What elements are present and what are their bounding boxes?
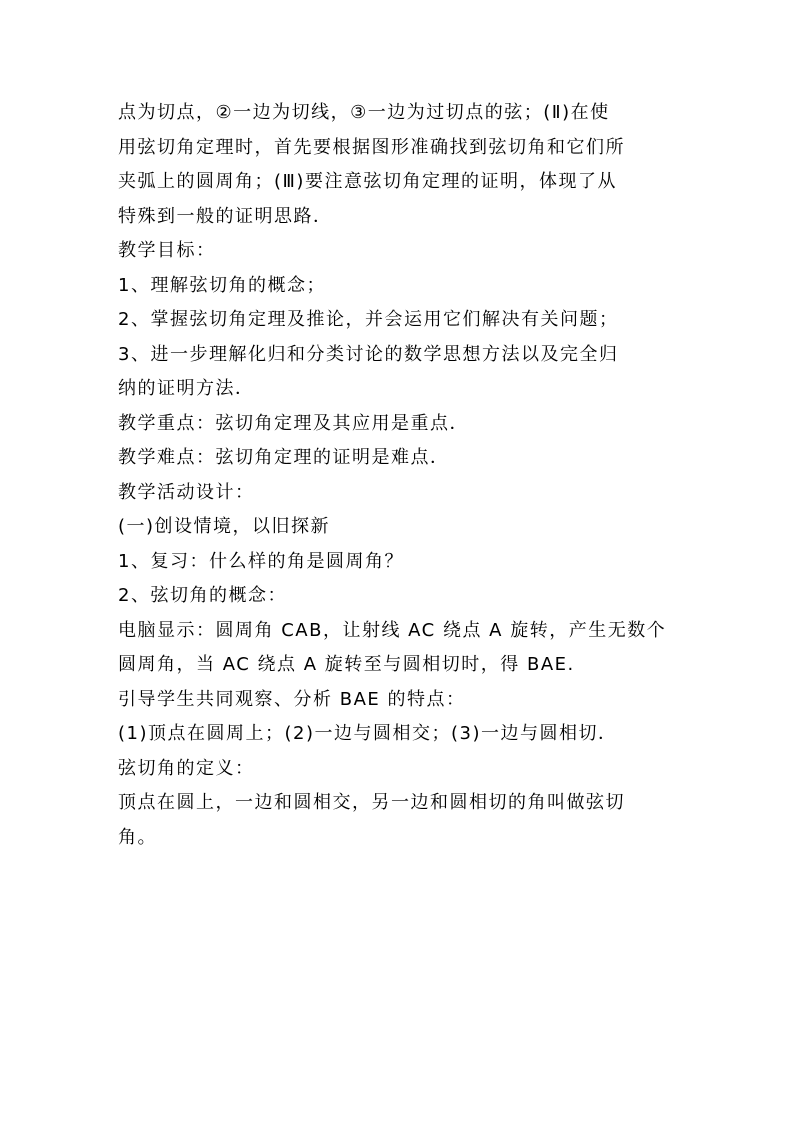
section-heading-activities: 教学活动设计： xyxy=(118,481,255,503)
text-line: 用弦切角定理时，首先要根据图形准确找到弦切角和它们所 xyxy=(118,136,625,158)
text-line: 引导学生共同观察、分析 BAE 的特点： xyxy=(118,688,466,710)
list-item: 3、进一步理解化归和分类讨论的数学思想方法以及完全归 xyxy=(118,343,619,365)
text-line: 纳的证明方法． xyxy=(118,378,255,399)
text-line: 顶点在圆上，一边和圆相交，另一边和圆相切的角叫做弦切 xyxy=(118,792,625,813)
text-line: 角。 xyxy=(118,826,157,848)
list-item: 2、掌握弦切角定理及推论，并会运用它们解决有关问题； xyxy=(118,309,619,330)
difficulty-line: 教学难点：弦切角定理的证明是难点． xyxy=(118,447,450,468)
text-line: 夹弧上的圆周角；(Ⅲ)要注意弦切角定理的证明，体现了从 xyxy=(118,171,617,192)
subsection-heading: (一)创设情境，以旧探新 xyxy=(118,516,331,537)
text-line: (1)顶点在圆周上；(2)一边与圆相交；(3)一边与圆相切． xyxy=(118,723,618,744)
text-line: 特殊到一般的证明思路． xyxy=(118,205,333,227)
list-item: 2、弦切角的概念： xyxy=(118,585,287,606)
document-body xyxy=(118,96,678,855)
text-line: 圆周角，当 AC 绕点 A 旋转至与圆相切时，得 BAE. xyxy=(118,654,575,675)
section-heading-objectives: 教学目标： xyxy=(118,240,216,261)
key-point-line: 教学重点：弦切角定理及其应用是重点． xyxy=(118,412,469,434)
list-item: 1、理解弦切角的概念； xyxy=(118,274,326,296)
definition-heading: 弦切角的定义： xyxy=(118,757,255,779)
list-item: 1、复习：什么样的角是圆周角？ xyxy=(118,550,404,572)
text-line: 点为切点，②一边为切线，③一边为过切点的弦；(Ⅱ)在使 xyxy=(118,102,610,123)
text-line: 电脑显示：圆周角 CAB，让射线 AC 绕点 A 旋转，产生无数个 xyxy=(118,619,667,641)
